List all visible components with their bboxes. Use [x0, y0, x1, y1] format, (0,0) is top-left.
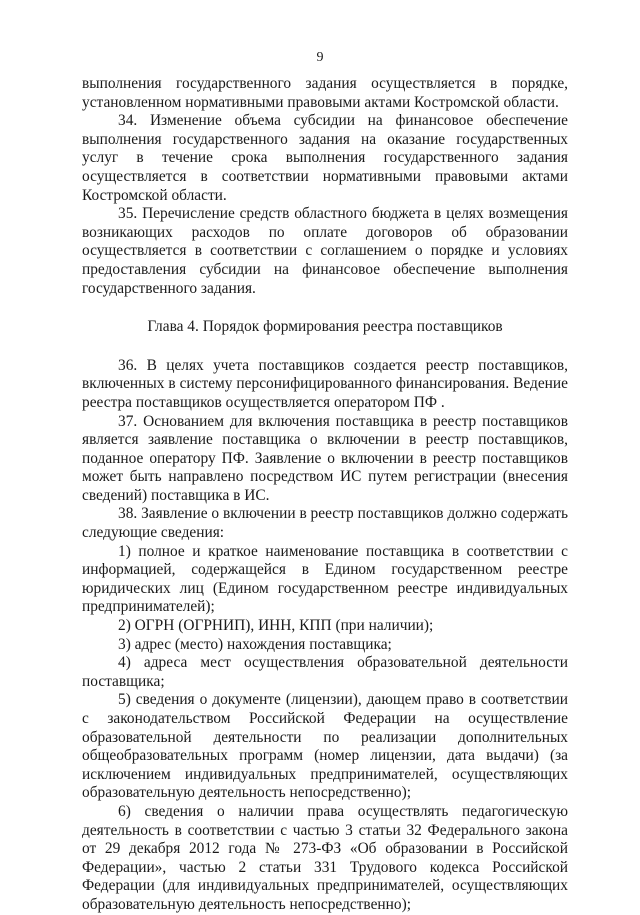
list-item-1: 1) полное и краткое наименование поставщика в соответствии с информацией, содержащейся в Едином государственном реестре юридических лиц (Едином государственном реестре индивидуальных предпринимателей); [82, 542, 568, 616]
list-item-3: 3) адрес (место) нахождения поставщика; [118, 635, 392, 653]
paragraph-continuation: выполнения государственного задания осуществляется в порядке, установленном нормативными правовыми актами Костромской области. [82, 75, 568, 111]
paragraph-37: 37. Основанием для включения поставщика в реестр поставщиков является заявление поставщика о включении в реестр поставщиков, поданное оператору ПФ. Заявление о включении в реестр поставщиков может быть направлено посредством ИС путем регистрации (внесения сведений) поставщика в ИС. [82, 412, 568, 504]
page-number: 9 [316, 50, 324, 65]
paragraph-36: 36. В целях учета поставщиков создается реестр поставщиков, включенных в систему персонифицированного финансирования. Ведение реестра поставщиков осуществляется оператором ПФ . [82, 356, 568, 411]
paragraph-38: 38. Заявление о включении в реестр поставщиков должно содержать следующие сведения: [82, 505, 569, 542]
list-item-2: 2) ОГРН (ОГРНИП), ИНН, КПП (при наличии); [118, 617, 434, 635]
list-item-5: 5) сведения о документе (лицензии), дающем право в соответствии с законодательством Российской Федерации на осуществление образовательной деятельности по реализации дополнительных общеобразовательных программ (номер лицензии, дата выдачи) (за исключением индивидуальных предпринимателей, осуществляющих образовательную деятельность непосредственно); [82, 691, 568, 802]
chapter-title: Глава 4. Порядок формирования реестра поставщиков [147, 318, 503, 336]
list-item-6: 6) сведения о наличии права осуществлять педагогическую деятельность в соответствии с частью 3 статьи 32 Федерального закона от 29 декабря 2012 года № 273-ФЗ «Об образовании в Российской Федерации», частью 2 статьи 331 Трудового кодекса Российской Федерации (для индивидуальных предпринимателей, осуществляющих образовательную деятельность непосредственно); [82, 802, 568, 913]
list-item-4: 4) адреса мест осуществления образовательной деятельности поставщика; [82, 654, 568, 690]
paragraph-35: 35. Перечисление средств областного бюджета в целях возмещения возникающих расходов по оплате договоров об образовании осуществляется в соответствии с соглашением о порядке и условиях предоставления субсидии на финансовое обеспечение выполнения государственного задания. [82, 205, 568, 297]
document-body [82, 75, 568, 915]
paragraph-34: 34. Изменение объема субсидии на финансовое обеспечение выполнения государственного задания на оказание государственных услуг в течение срока выполнения государственного задания осуществляется в соответствии нормативными правовыми актами Костромской области. [82, 112, 568, 204]
